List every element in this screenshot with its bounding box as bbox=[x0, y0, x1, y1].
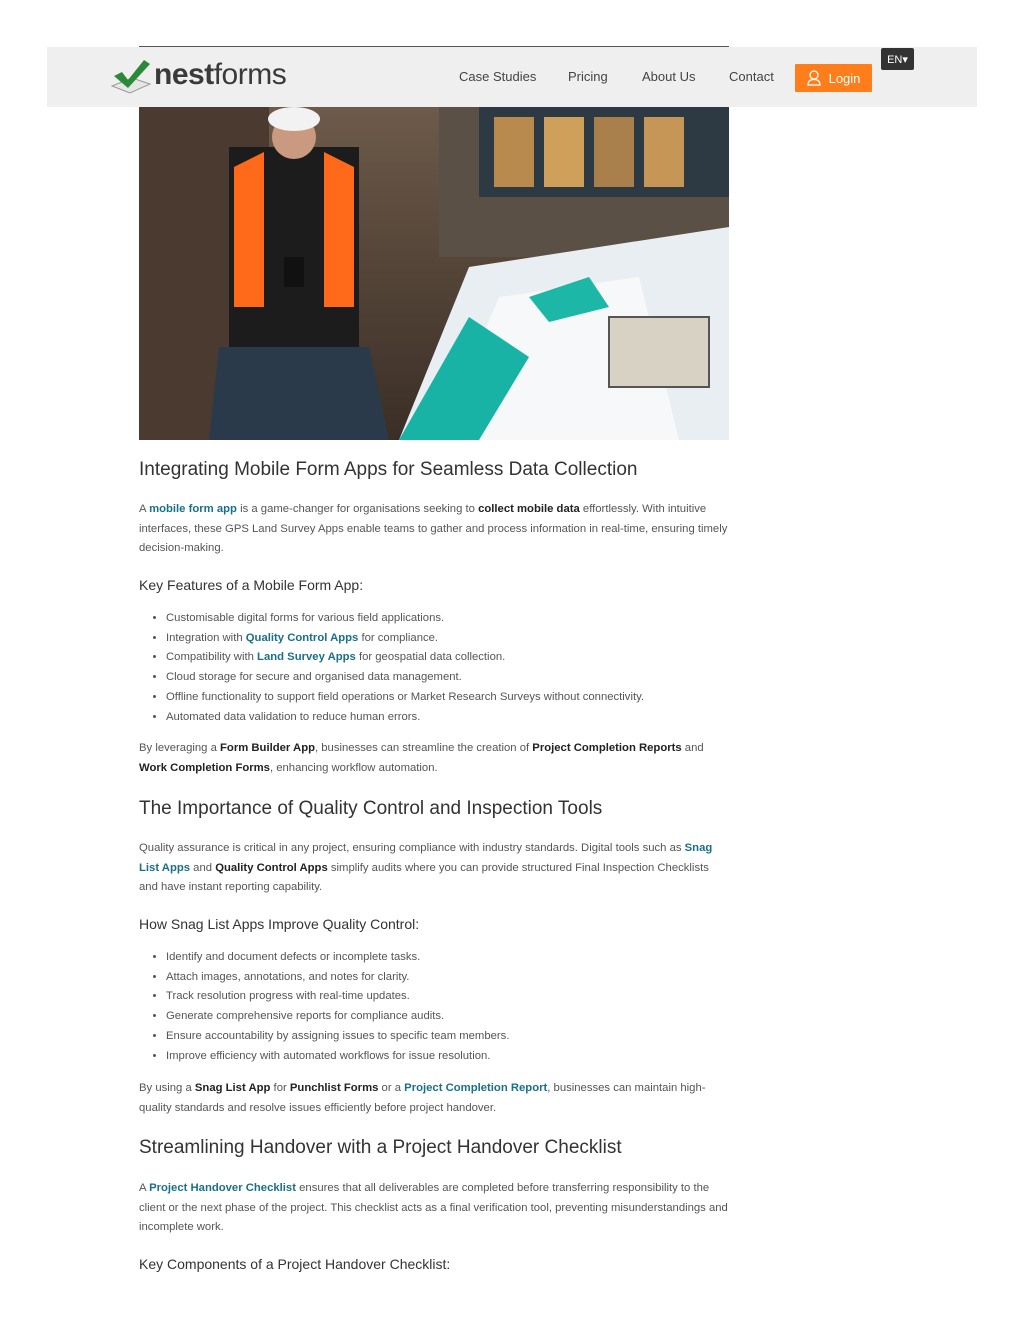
list-item: • Ensure accountability by assigning issues to specific team members. bbox=[166, 1027, 756, 1047]
list-item: • Integration with Quality Control Apps for compliance. bbox=[166, 629, 756, 649]
logo-light-text: forms bbox=[213, 58, 287, 91]
hero-image bbox=[139, 107, 729, 440]
heading-quality-control: The Importance of Quality Control and Inspection Tools bbox=[139, 798, 603, 819]
list-item: • Identify and document defects or incomplete tasks. bbox=[166, 948, 756, 968]
list-snag-list bbox=[139, 948, 756, 1066]
heading-key-components: Key Components of a Project Handover Checklist: bbox=[139, 1256, 451, 1272]
logo[interactable] bbox=[110, 55, 290, 95]
paragraph-snag-list-app: By using a Snag List App for Punchlist Forms or a Project Completion Report, businesses can maintain high-quality standards and resolve issues efficiently before project handover. bbox=[139, 1082, 706, 1114]
heading-key-features: Key Features of a Mobile Form App: bbox=[139, 577, 364, 593]
list-item: • Automated data validation to reduce human errors. bbox=[166, 708, 756, 728]
link-quality-control-apps[interactable]: Quality Control Apps bbox=[245, 631, 359, 644]
nav-pricing[interactable]: Pricing bbox=[568, 69, 608, 84]
paragraph-mobile-form-app: A mobile form app is a game-changer for organisations seeking to collect mobile data effortlessly. With intuitive interfaces, these GPS Land Survey Apps enable teams to gather and process information in real-time, ensuring timely decision-making. bbox=[139, 503, 728, 554]
nav-case-studies[interactable]: Case Studies bbox=[459, 69, 537, 84]
checkmark-logo-icon bbox=[110, 56, 152, 94]
user-icon bbox=[807, 70, 821, 86]
paragraph-form-builder: By leveraging a Form Builder App, businesses can streamline the creation of Project Completion Reports and Work Completion Forms, enhancing workflow automation. bbox=[139, 742, 704, 774]
link-mobile-form-app[interactable]: mobile form app bbox=[149, 503, 237, 515]
heading-mobile-form-apps: Integrating Mobile Form Apps for Seamless Data Collection bbox=[139, 459, 638, 480]
link-project-handover-checklist[interactable]: Project Handover Checklist bbox=[149, 1182, 296, 1194]
list-item: • Cloud storage for secure and organised data management. bbox=[166, 668, 756, 688]
heading-snag-list: How Snag List Apps Improve Quality Control: bbox=[139, 916, 420, 932]
heading-handover: Streamlining Handover with a Project Handover Checklist bbox=[139, 1137, 622, 1158]
list-item: • Attach images, annotations, and notes for clarity. bbox=[166, 968, 756, 988]
paragraph-quality-assurance: Quality assurance is critical in any project, ensuring compliance with industry standards. Digital tools such as Snag List Apps and Quality Control Apps simplify audits where you can provide structured Final Inspection Checklists and have instant reporting capability. bbox=[139, 842, 713, 893]
link-land-survey-apps[interactable]: Land Survey Apps bbox=[257, 651, 356, 664]
list-item: • Generate comprehensive reports for compliance audits. bbox=[166, 1007, 756, 1027]
list-item: • Customisable digital forms for various field applications. bbox=[166, 609, 756, 629]
paragraph-handover: A Project Handover Checklist ensures that all deliverables are completed before transferring responsibility to the client or the next phase of the project. This checklist acts as a final verification tool, preventing misunderstandings and incomplete work. bbox=[139, 1182, 728, 1233]
nav-about-us[interactable]: About Us bbox=[642, 69, 696, 84]
list-item: • Improve efficiency with automated workflows for issue resolution. bbox=[166, 1047, 756, 1067]
list-item: • Compatibility with Land Survey Apps for geospatial data collection. bbox=[166, 648, 756, 668]
language-selector[interactable]: EN▾ bbox=[881, 48, 914, 70]
link-snag-list-apps[interactable]: Snag List Apps bbox=[139, 842, 713, 874]
login-label: Login bbox=[828, 70, 861, 86]
list-item: • Track resolution progress with real-time updates. bbox=[166, 987, 756, 1007]
list-key-features bbox=[139, 609, 756, 727]
list-item: • Offline functionality to support field operations or Market Research Surveys without connectivity. bbox=[166, 688, 756, 708]
link-project-completion-report[interactable]: Project Completion Report bbox=[404, 1082, 548, 1094]
nav-contact[interactable]: Contact bbox=[729, 69, 774, 84]
logo-bold-text: nest bbox=[154, 58, 214, 91]
login-button[interactable] bbox=[795, 64, 872, 92]
